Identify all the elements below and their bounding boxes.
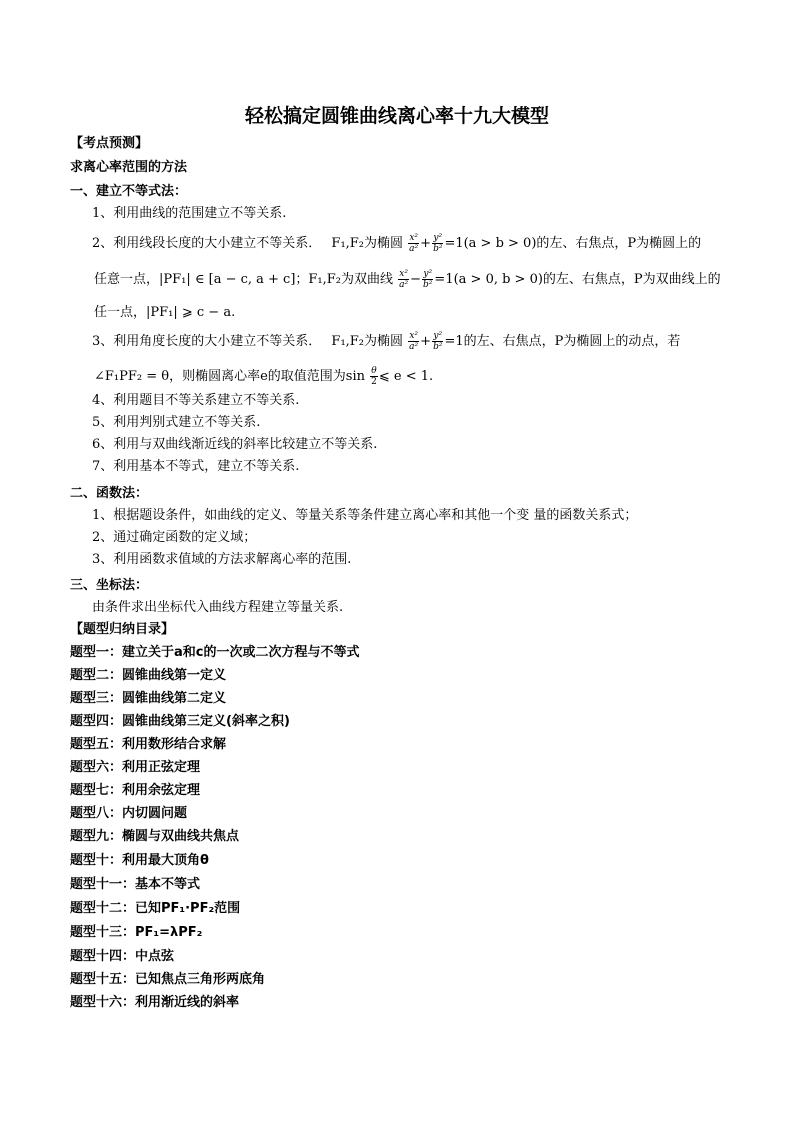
toc-item-11: 题型十一：基本不等式 [70, 877, 201, 892]
toc-item-2: 题型二：圆锥曲线第一定义 [70, 668, 227, 683]
s1-item-3-foci: F₁,F₂为椭圆 [331, 334, 404, 349]
toc-header: 【题型归纳目录】 [70, 622, 175, 637]
toc-item-1: 题型一：建立关于a和c的一次或二次方程与不等式 [70, 645, 360, 660]
fraction-y2-b2: $\frac{\text{y²}}{\text{b²}}$ [433, 233, 443, 254]
fraction-x2-a2: $\frac{\text{x²}}{\text{a²}}$ [409, 233, 419, 254]
toc-item-6: 题型六：利用正弦定理 [70, 760, 201, 775]
s1-item-3-angle: ∠F₁PF₂ = θ，则椭圆离心率e的取值范围为sin [94, 369, 365, 384]
s2-item-2: 2、通过确定函数的定义域； [92, 530, 257, 545]
s1-item-2-ellipse-cond: =1(a > b > 0)的左、右焦点，P为椭圆上的 [444, 236, 702, 251]
s1-item-2-line-2 [94, 269, 721, 290]
toc-item-9: 题型九：椭圆与双曲线共焦点 [70, 829, 240, 844]
plus-sign: + [420, 236, 432, 251]
s1-item-3-text: 3、利用角度长度的大小建立不等关系． [92, 334, 322, 349]
s2-item-3: 3、利用函数求值域的方法求解离心率的范围. [92, 552, 352, 567]
s1-item-3-line-2 [94, 366, 433, 387]
s1-item-1: 1、利用曲线的范围建立不等关系. [92, 206, 287, 221]
s1-item-3-cond: =1的左、右焦点，P为椭圆上的动点，若 [444, 334, 681, 349]
toc-item-4: 题型四：圆锥曲线第三定义(斜率之积) [70, 714, 290, 729]
fraction-y2-b2-hyperbola: $\frac{\text{y²}}{\text{b²}}$ [423, 269, 433, 290]
fraction-theta-2: $\frac{\theta}{2}$ [371, 366, 377, 387]
fraction-y2-b2-item3: $\frac{\text{y²}}{\text{b²}}$ [433, 331, 443, 352]
fraction-x2-a2-item3: $\frac{\text{x²}}{\text{a²}}$ [409, 331, 419, 352]
document-title: 轻松搞定圆锥曲线离心率十九大模型 [244, 105, 549, 127]
s1-item-3-range: ⩽ e < 1. [378, 369, 434, 384]
s1-item-4: 4、利用题目不等关系建立不等关系. [92, 393, 300, 408]
s2-item-1: 1、根据题设条件，如曲线的定义、等量关系等条件建立离心率和其他一个变 量的函数关系式； [92, 508, 638, 523]
kaodian-header: 【考点预测】 [70, 136, 149, 151]
toc-item-13: 题型十三：PF₁=λPF₂ [70, 925, 203, 940]
toc-item-7: 题型七：利用余弦定理 [70, 783, 201, 798]
toc-item-3: 题型三：圆锥曲线第二定义 [70, 691, 227, 706]
toc-item-15: 题型十五：已知焦点三角形两底角 [70, 972, 266, 987]
toc-item-12: 题型十二：已知PF₁·PF₂范围 [70, 901, 241, 916]
s1-item-2-line-3: 任一点，|PF₁| ⩾ c − a. [94, 305, 236, 320]
s1-item-3-line-1 [92, 331, 680, 352]
fraction-x2-a2-hyperbola: $\frac{\text{x²}}{\text{a²}}$ [399, 269, 409, 290]
s1-item-6: 6、利用与双曲线渐近线的斜率比较建立不等关系. [92, 437, 378, 452]
section-3-heading: 三、坐标法： [70, 578, 149, 593]
s1-item-2-range: 任意一点，|PF₁| ∈ [a − c, a + c]；F₁,F₂为双曲线 [94, 272, 394, 287]
minus-sign: − [410, 272, 422, 287]
s1-item-2-text: 2、利用线段长度的大小建立不等关系． [92, 236, 322, 251]
toc-item-8: 题型八：内切圆问题 [70, 806, 188, 821]
section-1-heading: 一、建立不等式法： [70, 184, 188, 199]
s1-item-2-line-1 [92, 233, 701, 254]
toc-item-16: 题型十六：利用渐近线的斜率 [70, 995, 240, 1010]
plus-sign-item3: + [420, 334, 432, 349]
toc-item-14: 题型十四：中点弦 [70, 949, 175, 964]
toc-item-10: 题型十：利用最大顶角θ [70, 853, 209, 868]
s1-item-2-foci: F₁,F₂为椭圆 [331, 236, 404, 251]
s3-item-1: 由条件求出坐标代入曲线方程建立等量关系. [92, 600, 344, 615]
method-heading: 求离心率范围的方法 [70, 160, 188, 175]
toc-item-5: 题型五：利用数形结合求解 [70, 737, 227, 752]
s1-item-7: 7、利用基本不等式，建立不等关系. [92, 459, 300, 474]
section-2-heading: 二、函数法： [70, 486, 149, 501]
s1-item-2-hyperbola-cond: =1(a > 0, b > 0)的左、右焦点，P为双曲线上的 [434, 272, 721, 287]
s1-item-5: 5、利用判别式建立不等关系. [92, 415, 261, 430]
